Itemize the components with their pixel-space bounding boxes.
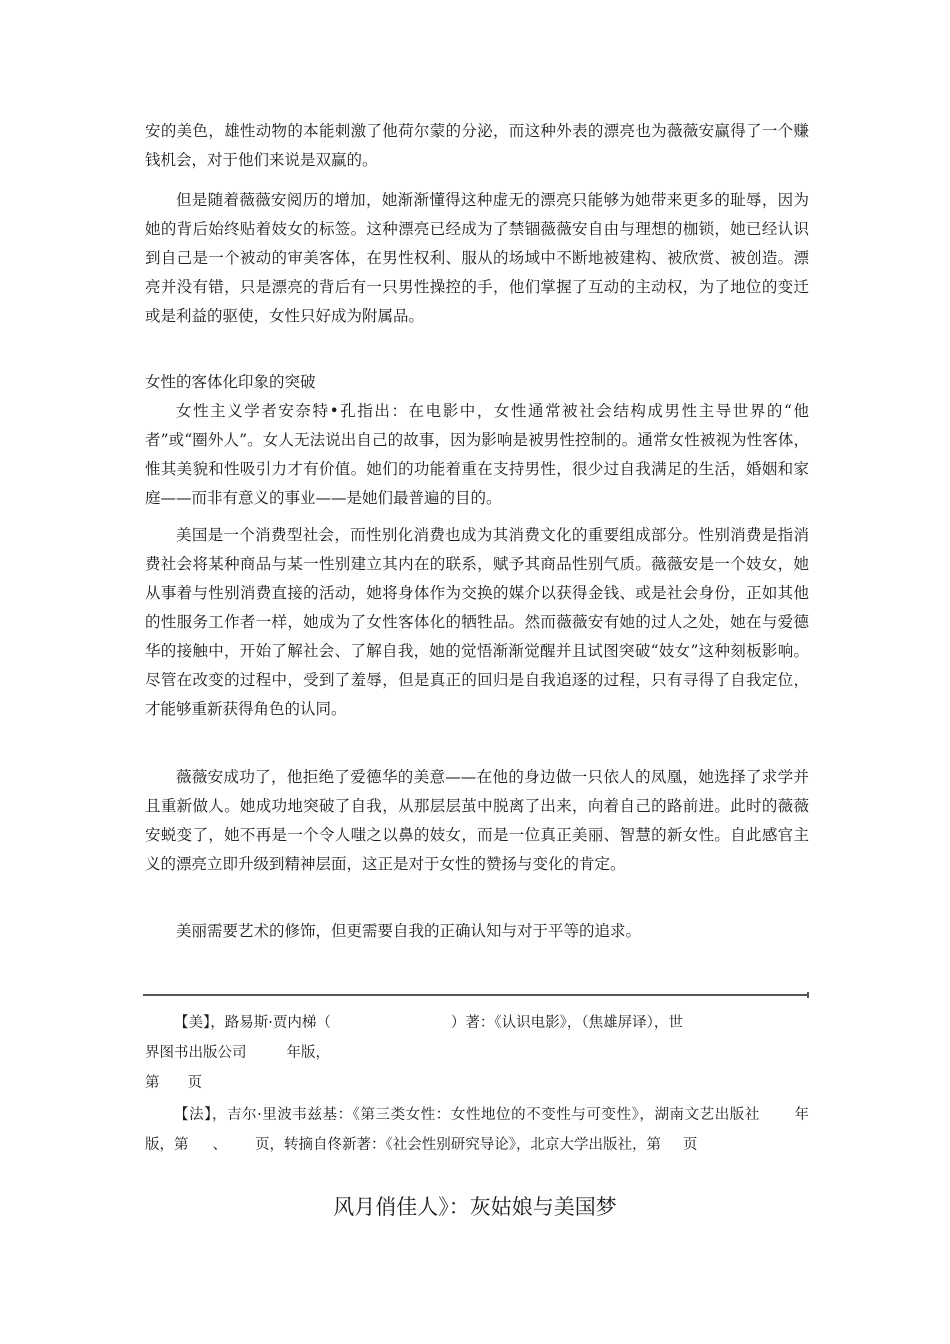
footnote-1-line-1	[145, 1008, 809, 1038]
footnote-2-year: 年版，第	[145, 1107, 810, 1153]
paragraph-gender-consumption: 美国是一个消费型社会，而性别化消费也成为其消费文化的重要组成部分。性别消费是指消费社会将某种商品与某一性别建立其内在的联系，赋予其商品性别气质。薇薇安是一个妓女，她从事着与性别消费直接的活动，她将身体作为交换的媒介以获得金钱、或是社会身份，正如其他的性服务工作者一样，她成为了女性客体化的牺牲品。然而薇薇安有她的过人之处，她在与爱德华的接触中，开始了解社会、了解自我，她的觉悟渐渐觉醒并且试图突破“妓女”这种刻板影响。尽管在改变的过程中，受到了羞辱，但是真正的回归是自我追逐的过程，只有寻得了自我定位，才能够重新获得角色的认同。	[145, 526, 809, 718]
footnote-2-source: 【法】，吉尔·里波韦兹基：《第三类女性：女性地位的不变性与可变性》，湖南文艺出版社	[174, 1107, 760, 1123]
footnote-1-author: 【美】，路易斯·贾内梯（	[174, 1015, 331, 1031]
section-heading: 女性的客体化印象的突破	[145, 373, 316, 391]
footnote-divider	[143, 994, 808, 996]
footnote-1-line-3	[145, 1068, 809, 1098]
paragraph-conclusion: 美丽需要艺术的修饰，但更需要自我的正确认知与对于平等的追求。	[176, 922, 642, 940]
footnote-1-publisher: 界图书出版公司	[145, 1045, 247, 1061]
footnote-1-page-prefix: 第	[145, 1075, 160, 1091]
paragraph-beauty-shackles: 但是随着薇薇安阅历的增加，她渐渐懂得这种虚无的漂亮只能够为她带来更多的耻辱，因为她的背后始终贴着妓女的标签。这种漂亮已经成为了禁锢薇薇安自由与理想的枷锁，她已经认识到自己是一个被动的审美客体，在男性权利、服从的场域中不断地被建构、被欣赏、被创造。漂亮并没有错，只是漂亮的背后有一只男性操控的手，他们掌握了互动的主动权，为了地位的变迁或是利益的驱使，女性只好成为附属品。	[145, 191, 809, 325]
paragraph-annette-kuhn: 女性主义学者安奈特•孔指出：在电影中，女性通常被社会结构成男性主导世界的“他者”或“圈外人”。女人无法说出自己的故事，因为影响是被男性控制的。通常女性被视为性客体，惟其美貌和性吸引力才有价值。她们的功能着重在支持男性，很少过自我满足的生活，婚姻和家庭——而非有意义的事业——是她们最普遍的目的。	[145, 402, 809, 507]
footnote-1-title: ）著：《认识电影》，（焦雄屏译），世	[450, 1015, 683, 1031]
next-section-title: 风月俏佳人》：灰姑娘与美国梦	[333, 1195, 617, 1219]
footnote-2	[145, 1100, 809, 1160]
footnote-2-sep: 、	[212, 1137, 227, 1153]
paragraph-continuation: 安的美色，雄性动物的本能刺激了他荷尔蒙的分泌，而这种外表的漂亮也为薇薇安赢得了一个赚钱机会，对于他们来说是双赢的。	[145, 122, 809, 169]
footnote-2-page-suffix: 页	[683, 1137, 698, 1153]
footnote-2-citation: 页，转摘自佟新著：《社会性别研究导论》，北京大学出版社，第	[255, 1137, 661, 1153]
footnote-1-line-2	[145, 1038, 809, 1068]
footnote-1-year: 年版，	[286, 1045, 330, 1061]
paragraph-vivian-success: 薇薇安成功了，他拒绝了爱德华的美意——在他的身边做一只依人的凤凰，她选择了求学并且重新做人。她成功地突破了自我，从那层层茧中脱离了出来，向着自己的路前进。此时的薇薇安蜕变了，她不再是一个令人嗤之以鼻的妓女，而是一位真正美丽、智慧的新女性。自此感官主义的漂亮立即升级到精神层面，这正是对于女性的赞扬与变化的肯定。	[145, 768, 809, 873]
footnote-divider-tick	[807, 992, 809, 998]
footnote-1-page-suffix: 页	[187, 1075, 202, 1091]
